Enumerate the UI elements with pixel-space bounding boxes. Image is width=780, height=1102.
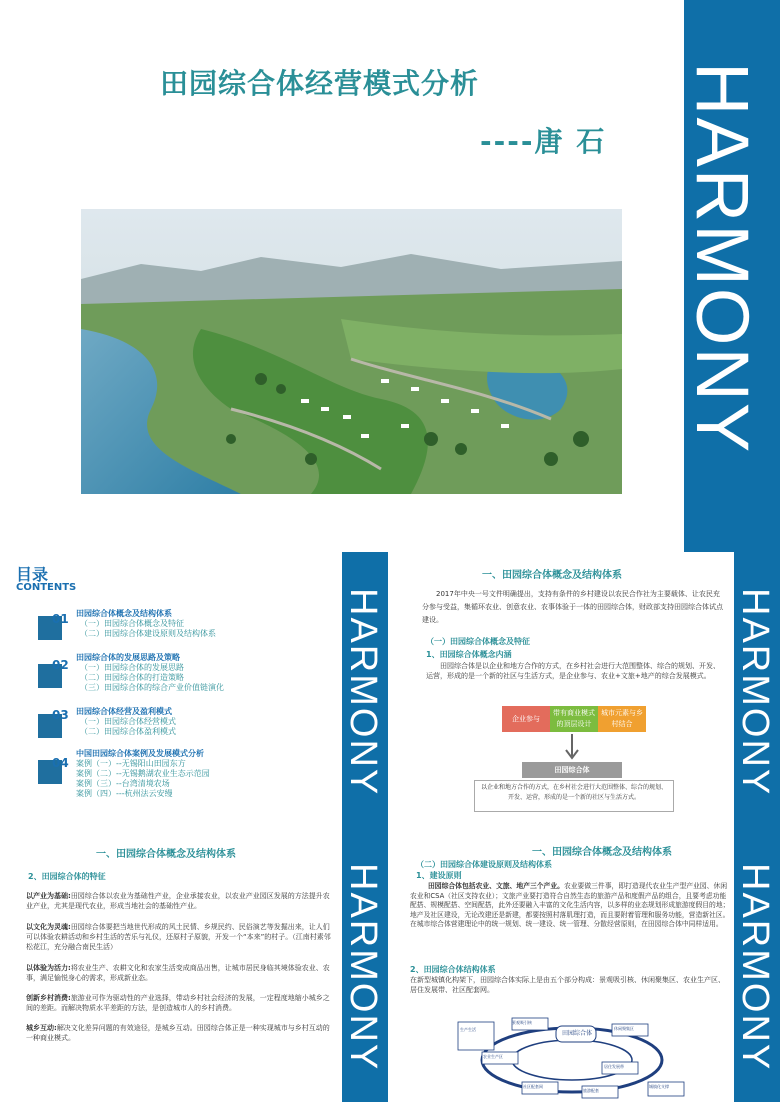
structure-node: 居住发展带 xyxy=(604,1064,624,1069)
concept-body: 田园综合体是以企业和地方合作的方式，在乡村社会进行大范围整体、综合的规划、开发、运营，形成的是一个新的社区与生活方式，是企业参与、农业+文旅+地产的综合发展模式。 xyxy=(426,662,720,680)
diagram-box-label: 带有商业模式的顶层设计 xyxy=(553,709,595,728)
structure-sub: （二）田园综合体建设原则及结构体系 xyxy=(416,860,552,869)
structure-diagram-center: 田园综合体 xyxy=(561,1030,592,1037)
structure-body1-text: 农业要做三件事，即打造现代农业生产型产业园、休闲农业和CSA（社区支持农业）；文旅产业要打造符合自然生态的旅游产品和度假产品的组合，且要考虑功能配搭、规模配搭、空间配搭，此外还要融入丰富的文化生活内容，以多样的业态规划形成旅游度假目的地；地产及社区建设，无论改建还是新建，都要按照村落肌理打造，而且要附着管理和服务功能，营造新社区。在城市综合体营建理论中的统一规划、统一建设、统一管理、分散经营原则，在田园综合体中同样适用。 xyxy=(410,882,730,928)
section-item: （三）田园综合体的综合产业价值链演化 xyxy=(80,683,224,692)
structure-sub1: 1、建设原则 xyxy=(416,871,462,880)
cover-landscape-image xyxy=(81,209,622,494)
section-item: （一）田园综合体的发展思路 xyxy=(80,663,184,672)
cover-title: 田园综合体经营模式分析 xyxy=(160,67,480,100)
structure-node: 休闲聚集区 xyxy=(614,1026,634,1031)
features-slide xyxy=(0,827,388,1102)
concept-sub2: 1、田园综合体概念内涵 xyxy=(426,650,512,659)
feature-lead: 以产业为基础: xyxy=(26,892,71,900)
feature-paragraph xyxy=(26,891,336,911)
structure-node: 生产生活 xyxy=(460,1027,476,1032)
structure-slide xyxy=(392,827,780,1102)
diagram-box-enterprise xyxy=(502,706,550,732)
structure-node: 社区配套网 xyxy=(523,1084,543,1089)
feature-lead: 创新乡村消费: xyxy=(26,994,71,1002)
feature-text: 田园综合体要把当地世代形成的风土民情、乡规民约、民俗演艺等发掘出来，让人们可以体验农耕活动和乡村生活的苦乐与礼仪，还原村子原貌，开发一个“本来”的村子。（江南村素邻松花江，充分融合南民生活） xyxy=(26,923,331,951)
section-item: 案例（一）--无锡阳山田园东方 xyxy=(76,759,186,768)
section-title: 田园综合体概念及结构体系 xyxy=(76,609,172,618)
cover-author: ----唐 石 xyxy=(480,125,607,158)
structure-node: 旅游配套 xyxy=(583,1088,599,1093)
concept-sub1: （一）田园综合体概念及特征 xyxy=(426,637,530,646)
diagram-center-box xyxy=(522,762,622,778)
section-title: 田园综合体经营及盈利模式 xyxy=(76,707,172,716)
toc-band-text: HARMONY xyxy=(342,588,384,797)
concept-slide xyxy=(392,552,780,827)
feature-paragraph xyxy=(26,993,336,1013)
diagram-arrow xyxy=(562,734,582,764)
structure-body2: 在新型城镇化构架下，田园综合体实际上是由五个部分构成：景观吸引核、休闲聚集区、农业生产区、居住发展带、社区配套网。 xyxy=(410,976,725,994)
feature-lead: 以文化为灵魂: xyxy=(26,923,71,931)
features-sub: 2、田园综合体的特征 xyxy=(28,872,106,881)
section-item: （二）田园综合体的打造策略 xyxy=(80,673,184,682)
section-number: 02 xyxy=(52,658,69,672)
structure-band-text: HARMONY xyxy=(734,863,776,1072)
features-heading: 一、田园综合体概念及结构体系 xyxy=(96,849,236,860)
diagram-box-urban xyxy=(598,706,646,732)
concept-intro: 2017年中央一号文件明确提出，支持有条件的乡村建设以农民合作社为主要载体、让农民充分参与受益，集循环农业、创意农业、农事体验于一体的田园综合体，财政部支持田园综合体试点建设。 xyxy=(422,590,723,624)
feature-paragraph xyxy=(26,922,336,952)
section-number: 01 xyxy=(52,612,69,626)
toc-slide xyxy=(0,552,388,827)
diagram-caption: 以企业和地方合作的方式，在乡村社会进行大范围整体、综合的规划、开发、运营，形成的是一个新的社区与生活方式。 xyxy=(480,784,667,801)
section-item: （二）田园综合体建设原则及结构体系 xyxy=(80,629,216,638)
feature-paragraph xyxy=(26,1023,336,1043)
section-item: 案例（三）--台湾清境农场 xyxy=(76,779,170,788)
structure-body1 xyxy=(410,882,730,930)
feature-text: 将农业生产、农耕文化和农家生活变成商品出售，让城市居民身临其境体验农业、农事，满足愉悦身心的需求，形成新业态。 xyxy=(26,964,330,982)
structure-heading: 一、田园综合体概念及结构体系 xyxy=(532,847,672,858)
structure-body1-lead: 田园综合体包括农业、文旅、地产三个产业。 xyxy=(428,882,564,890)
diagram-box-design xyxy=(550,706,598,732)
concept-band-text: HARMONY xyxy=(734,588,776,797)
section-title: 田园综合体的发展思路及策略 xyxy=(76,653,180,662)
section-item: （一）田园综合体经营模式 xyxy=(80,717,176,726)
feature-paragraph xyxy=(26,963,336,983)
section-item: 案例（二）--无锡鹅湖农业生态示范园 xyxy=(76,769,210,778)
toc-title: 目录 xyxy=(16,565,49,584)
structure-node: 景观吸引核 xyxy=(512,1020,532,1025)
structure-node: 城镇化支撑 xyxy=(649,1084,669,1089)
section-number: 04 xyxy=(52,756,69,770)
section-number: 03 xyxy=(52,708,69,722)
concept-heading: 一、田园综合体概念及结构体系 xyxy=(482,570,622,581)
feature-text: 解决文化差异问题的有效途径，是城乡互动。田园综合体正是一种实现城市与乡村互动的一种商业模式。 xyxy=(26,1024,330,1042)
feature-text: 田园综合体以农业为基础性产业，企业承接农业，以农业产业园区发展的方法提升农业产业，尤其是现代农业，形成当地社会的基础性产业。 xyxy=(26,892,330,910)
structure-node: 农业生产区 xyxy=(483,1054,503,1059)
diagram-box-label: 企业参与 xyxy=(512,715,540,723)
section-title: 中国田园综合体案例及发展模式分析 xyxy=(76,749,204,758)
structure-sub2: 2、田园综合体结构体系 xyxy=(410,965,496,974)
section-item: 案例（四）---杭州法云安缦 xyxy=(76,789,173,798)
diagram-box-label: 城市元素与乡村结合 xyxy=(601,709,643,728)
feature-lead: 城乡互动: xyxy=(26,1024,57,1032)
section-item: （二）田园综合体盈利模式 xyxy=(80,727,176,736)
diagram-center-label: 田园综合体 xyxy=(554,766,590,774)
diagram-caption-box xyxy=(474,780,674,812)
toc-subtitle: CONTENTS xyxy=(16,582,77,593)
feature-text: 旅游业可作为驱动性的产业选择，带动乡村社会经济的发展，一定程度地缩小城乡之间的差距。而解决物质水平差距的方法，是创造城市人的乡村消费。 xyxy=(26,994,330,1012)
cover-band-text: HARMONY xyxy=(681,62,764,455)
section-item: （一）田园综合体概念及特征 xyxy=(80,619,184,628)
feature-lead: 以体验为活力: xyxy=(26,964,71,972)
features-band-text: HARMONY xyxy=(342,863,384,1072)
